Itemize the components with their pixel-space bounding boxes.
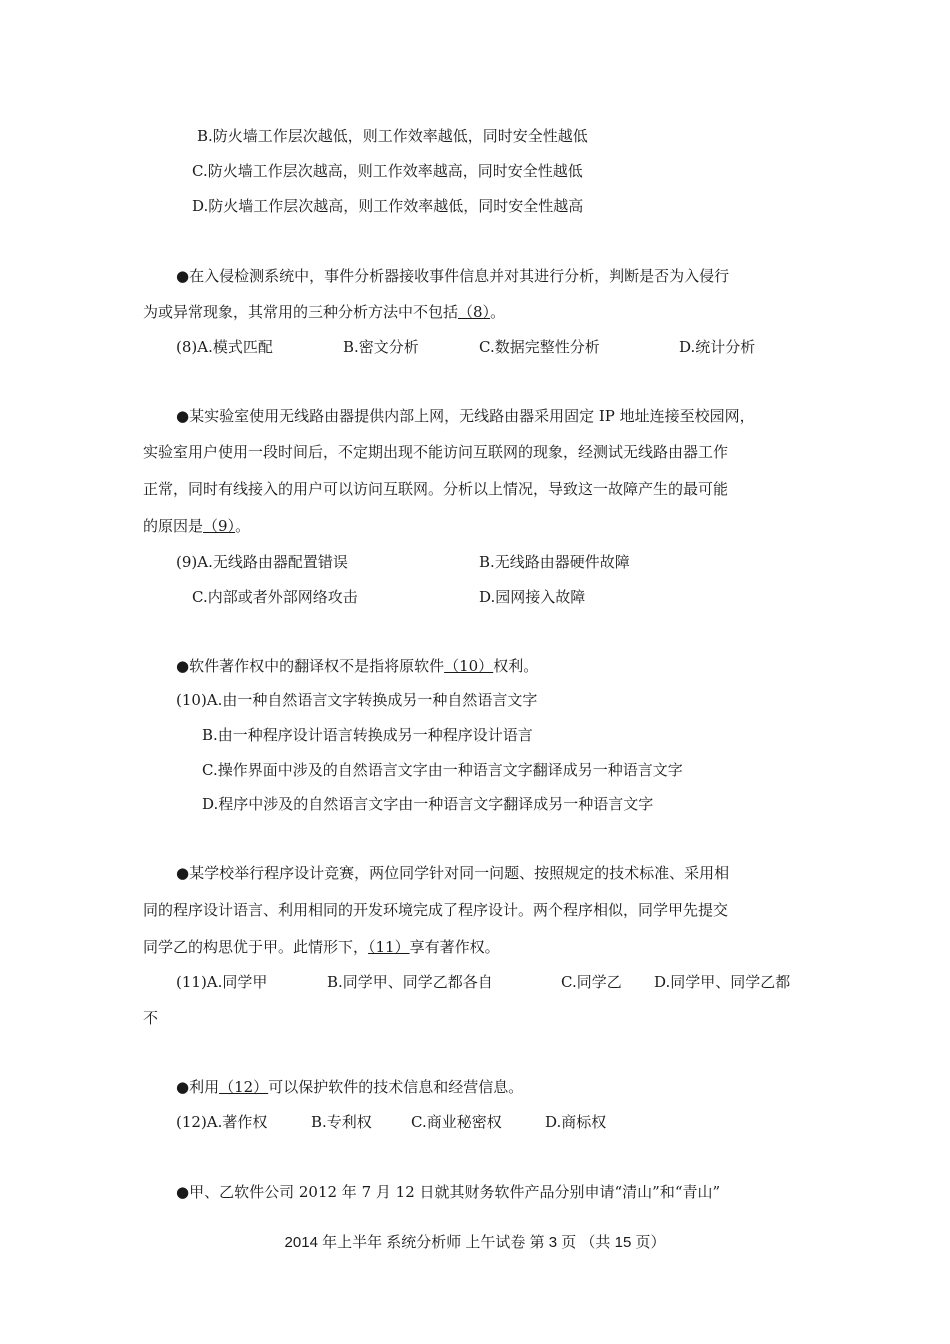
q10-option-a: (10)A.由一种自然语言文字转换成另一种自然语言文字 (176, 691, 538, 709)
page-footer: 2014 年上半年 系统分析师 上午试卷 第 3 页 （共 15 页） (284, 1234, 666, 1251)
q11-stem-line1: ●某学校举行程序设计竞赛，两位同学针对同一问题、按照规定的技术标准、采用相 (176, 864, 730, 882)
q9-stem-line3: 正常，同时有线接入的用户可以访问互联网。分析以上情况，导致这一故障产生的最可能 (143, 480, 729, 498)
q9-blank: （9） (203, 517, 236, 535)
q7-option-b: B.防火墙工作层次越低，则工作效率越低，同时安全性越低 (197, 127, 588, 145)
q11-stem-line3: 同学乙的构思优于甲。此情形下，（11）享有著作权。 (143, 938, 500, 956)
q12-blank: （12） (219, 1078, 269, 1096)
q11-option-d: D.同学甲、同学乙都 (654, 973, 791, 991)
q11-stem-line2: 同的程序设计语言、利用相同的开发环境完成了程序设计。两个程序相似，同学甲先提交 (143, 901, 729, 919)
q9-stem-line4: 的原因是（9）。 (143, 517, 251, 535)
q11-option-b: B.同学甲、同学乙都各自 (327, 973, 493, 991)
q13-stem-line1: ●甲、乙软件公司 2012 年 7 月 12 日就其财务软件产品分别申请“清山”和“青山” (176, 1183, 721, 1201)
q10-option-d: D.程序中涉及的自然语言文字由一种语言文字翻译成另一种语言文字 (202, 795, 654, 813)
q7-option-d: D.防火墙工作层次越高，则工作效率越低，同时安全性越高 (192, 197, 584, 215)
q11-option-a: (11)A.同学甲 (176, 973, 268, 991)
q9-option-a: (9)A.无线路由器配置错误 (176, 553, 348, 571)
q9-option-b: B.无线路由器硬件故障 (479, 553, 630, 571)
q12-stem: ●利用（12）可以保护软件的技术信息和经营信息。 (176, 1078, 524, 1096)
q8-stem-line1: ●在入侵检测系统中，事件分析器接收事件信息并对其进行分析，判断是否为入侵行 (176, 267, 730, 285)
q8-option-b: B.密文分析 (343, 338, 419, 356)
q10-stem: ●软件著作权中的翻译权不是指将原软件（10）权利。 (176, 657, 539, 675)
q12-option-b: B.专利权 (311, 1113, 372, 1131)
q7-option-c: C.防火墙工作层次越高，则工作效率越高，同时安全性越低 (192, 162, 583, 180)
q9-option-c: C.内部或者外部网络攻击 (192, 588, 358, 606)
q12-option-d: D.商标权 (545, 1113, 607, 1131)
q11-blank: （11） (368, 938, 410, 956)
q11-option-c: C.同学乙 (561, 973, 622, 991)
q8-option-d: D.统计分析 (679, 338, 756, 356)
q10-blank: （10） (444, 657, 494, 675)
q9-option-d: D.园网接入故障 (479, 588, 586, 606)
q12-option-c: C.商业秘密权 (411, 1113, 502, 1131)
q9-stem-line1: ●某实验室使用无线路由器提供内部上网，无线路由器采用固定 IP 地址连接至校园网， (176, 407, 755, 425)
q8-blank: （8） (458, 303, 491, 321)
q9-stem-line2: 实验室用户使用一段时间后，不定期出现不能访问互联网的现象，经测试无线路由器工作 (143, 443, 729, 461)
q12-option-a: (12)A.著作权 (176, 1113, 268, 1131)
q8-option-a: (8)A.模式匹配 (176, 338, 273, 356)
q11-option-d-continued: 不 (143, 1009, 159, 1027)
q10-option-c: C.操作界面中涉及的自然语言文字由一种语言文字翻译成另一种语言文字 (202, 761, 683, 779)
q10-option-b: B.由一种程序设计语言转换成另一种程序设计语言 (202, 726, 533, 744)
q8-option-c: C.数据完整性分析 (479, 338, 600, 356)
q8-stem-line2: 为或异常现象，其常用的三种分析方法中不包括（8）。 (143, 303, 506, 321)
